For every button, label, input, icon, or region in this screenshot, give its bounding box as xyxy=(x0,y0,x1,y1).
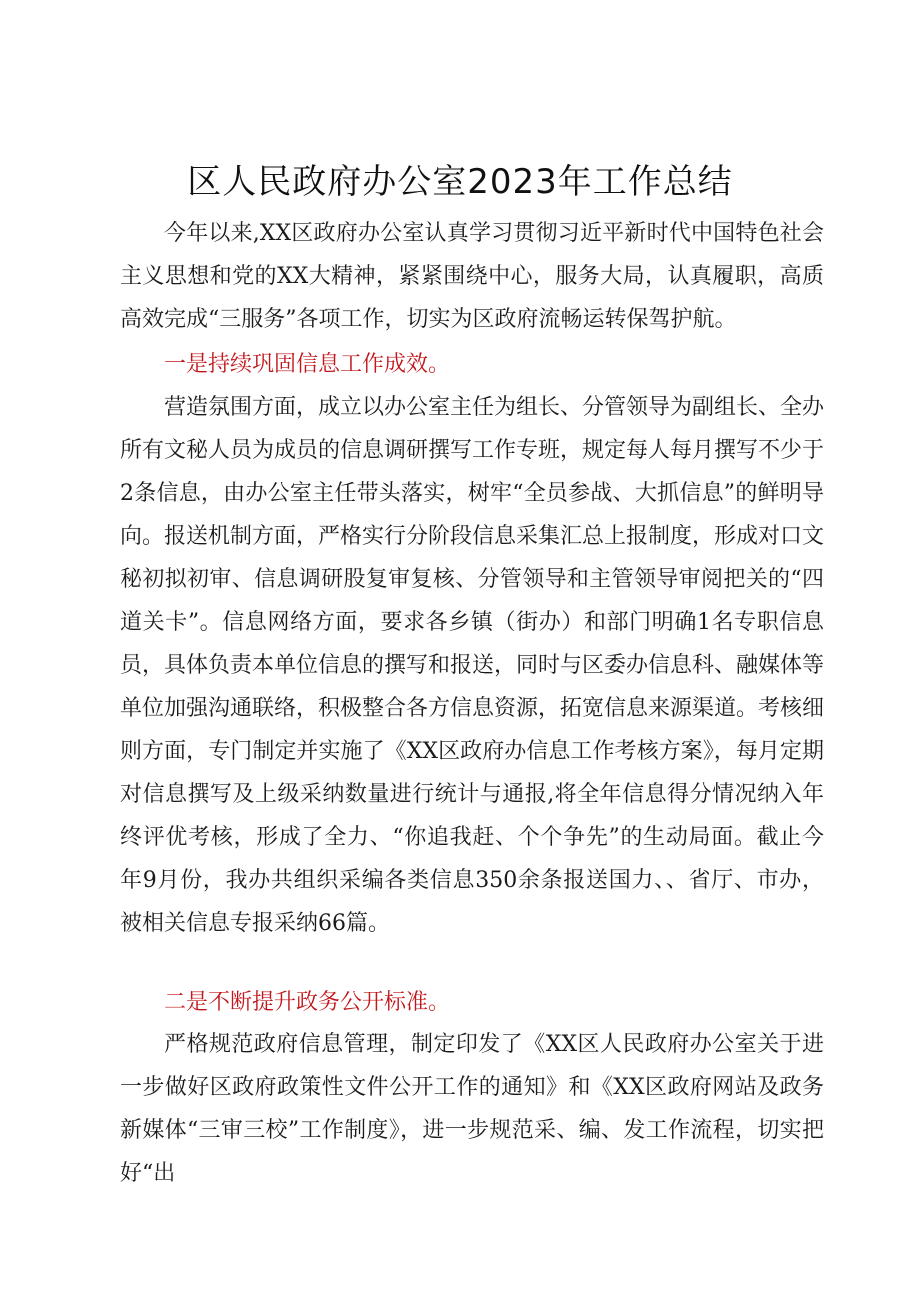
document-title: 区人民政府办公室2023年工作总结 xyxy=(187,162,733,202)
section-heading-1: 一是持续巩固信息工作成效。 xyxy=(164,352,451,377)
section-paragraph-1: 营造氛围方面，成立以办公室主任为组长、分管领导为副组长、全办所有文秘人员为成员的信息调研撰写工作专班，规定每人每月撰写不少于2条信息，由办公室主任带头落实，树牢“全员参战、大抓信息”的鲜明导向。报送机制方面，严格实行分阶段信息采集汇总上报制度，形成对口文秘初拟初审、信息调研股复审复核、分管领导和主管领导审阅把关的“四道关卡”。信息网络方面，要求各乡镇（街办）和部门明确1名专职信息员，具体负责本单位信息的撰写和报送，同时与区委办信息科、融媒体等单位加强沟通联络，积极整合各方信息资源，拓宽信息来源渠道。考核细则方面，专门制定并实施了《XX区政府办信息工作考核方案》，每月定期对信息撰写及上级采纳数量进行统计与通报,将全年信息得分情况纳入年终评优考核，形成了全力、“你追我赶、个个争先”的生动局面。截止今年9月份，我办共组织采编各类信息350余条报送国力、、省厅、市办，被相关信息专报采纳66篇。 xyxy=(120,395,825,936)
section-paragraph-2: 严格规范政府信息管理，制定印发了《XX区人民政府办公室关于进一步做好区政府政策性文件公开工作的通知》和《XX区政府网站及政务新媒体“三审三校”工作制度》，进一步规范采、编、发工作流程，切实把好“出 xyxy=(120,1032,824,1186)
section-heading-2: 二是不断提升政务公开标准。 xyxy=(164,990,451,1015)
intro-paragraph: 今年以来,XX区政府办公室认真学习贯彻习近平新时代中国特色社会主义思想和党的XX大精神，紧紧围绕中心，服务大局，认真履职，高质高效完成“三服务”各项工作，切实为区政府流畅运转保驾护航。 xyxy=(120,221,824,332)
